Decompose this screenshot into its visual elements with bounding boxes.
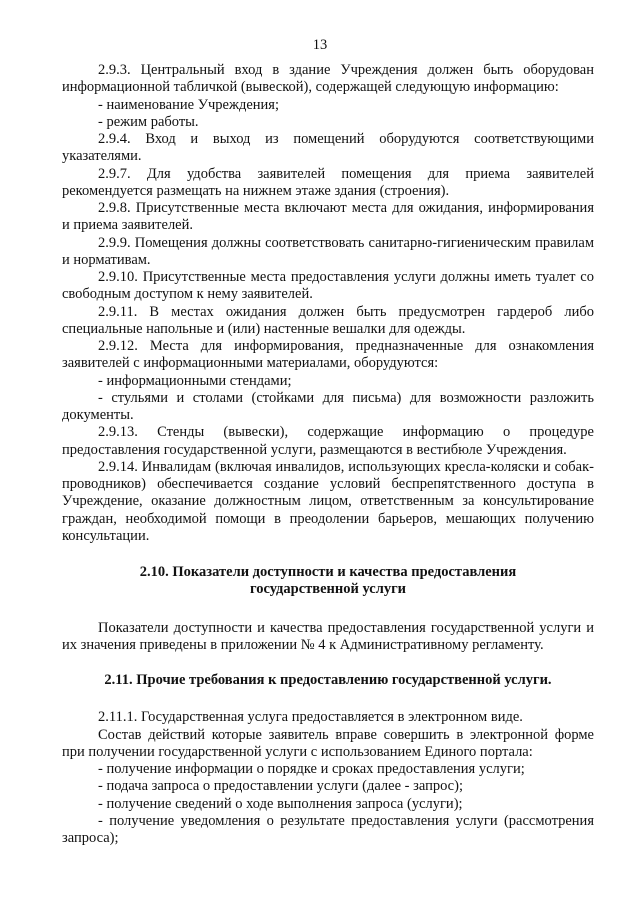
- paragraph: - стульями и столами (стойками для письма) для возможности разложить документы.: [62, 389, 594, 423]
- paragraph: Показатели доступности и качества предоставления государственной услуги и их значения приведены в приложении № 4 к Административному регламенту.: [62, 619, 594, 653]
- paragraph: 2.9.11. В местах ожидания должен быть предусмотрен гардероб либо специальные напольные и (или) настенные вешалки для одежды.: [62, 303, 594, 337]
- paragraph: Состав действий которые заявитель вправе совершить в электронной форме при получении государственной услуги с использованием Единого портала:: [62, 726, 594, 760]
- spacer: [62, 689, 594, 709]
- section-heading-line: государственной услуги: [249, 581, 407, 598]
- paragraph: 2.9.13. Стенды (вывески), содержащие информацию о процедуре предоставления государственной услуги, размещаются в вестибюле Учреждения.: [62, 424, 594, 458]
- paragraph: 2.9.10. Присутственные места предоставления услуги должны иметь туалет со свободным доступом к нему заявителей.: [62, 269, 594, 303]
- list-item: - подача запроса о предоставлении услуги (далее - запрос);: [98, 778, 463, 795]
- section-heading: [62, 672, 594, 689]
- paragraph: 2.9.12. Места для информирования, предназначенные для ознакомления заявителей с информационными материалами, оборудуются:: [62, 338, 594, 372]
- document-body: [62, 62, 594, 847]
- paragraph: 2.9.9. Помещения должны соответствовать санитарно-гигиеническим правилам и нормативам.: [62, 234, 594, 268]
- list-item: - информационными стендами;: [98, 372, 292, 389]
- spacer: [62, 599, 594, 620]
- list-item: - режим работы.: [98, 113, 199, 130]
- page-number: 13: [312, 37, 328, 53]
- paragraph: 2.11.1. Государственная услуга предоставляется в электронном виде.: [98, 709, 523, 726]
- section-heading-line: 2.11. Прочие требования к предоставлению государственной услуги.: [104, 672, 552, 688]
- spacer: [62, 654, 594, 672]
- paragraph: 2.9.8. Присутственные места включают места для ожидания, информирования и приема заявителей.: [62, 200, 594, 234]
- section-heading-line: 2.10. Показатели доступности и качества предоставления: [139, 564, 517, 580]
- paragraph: 2.9.4. Вход и выход из помещений оборудуются соответствующими указателями.: [62, 131, 594, 165]
- section-heading: [62, 564, 594, 599]
- list-item: - получение сведений о ходе выполнения запроса (услуги);: [98, 795, 463, 812]
- paragraph: - получение уведомления о результате предоставления услуги (рассмотрения запроса);: [62, 812, 594, 846]
- spacer: [62, 545, 594, 564]
- list-item: - наименование Учреждения;: [98, 96, 279, 113]
- list-item: - получение информации о порядке и сроках предоставления услуги;: [98, 761, 525, 777]
- paragraph: 2.9.7. Для удобства заявителей помещения для приема заявителей рекомендуется размещать на нижнем этаже здания (строения).: [62, 165, 594, 199]
- paragraph: 2.9.3. Центральный вход в здание Учреждения должен быть оборудован информационной табличкой (вывеской), содержащей следующую информацию:: [62, 62, 594, 96]
- paragraph: 2.9.14. Инвалидам (включая инвалидов, использующих кресла-коляски и собак-проводников) обеспечивается создание условий беспрепятственного доступа в Учреждение, оказание должностным лицом, ответственным за консультирование граждан, необходимой помощи в преодолении барьеров, мешающих получению консультации.: [62, 458, 594, 544]
